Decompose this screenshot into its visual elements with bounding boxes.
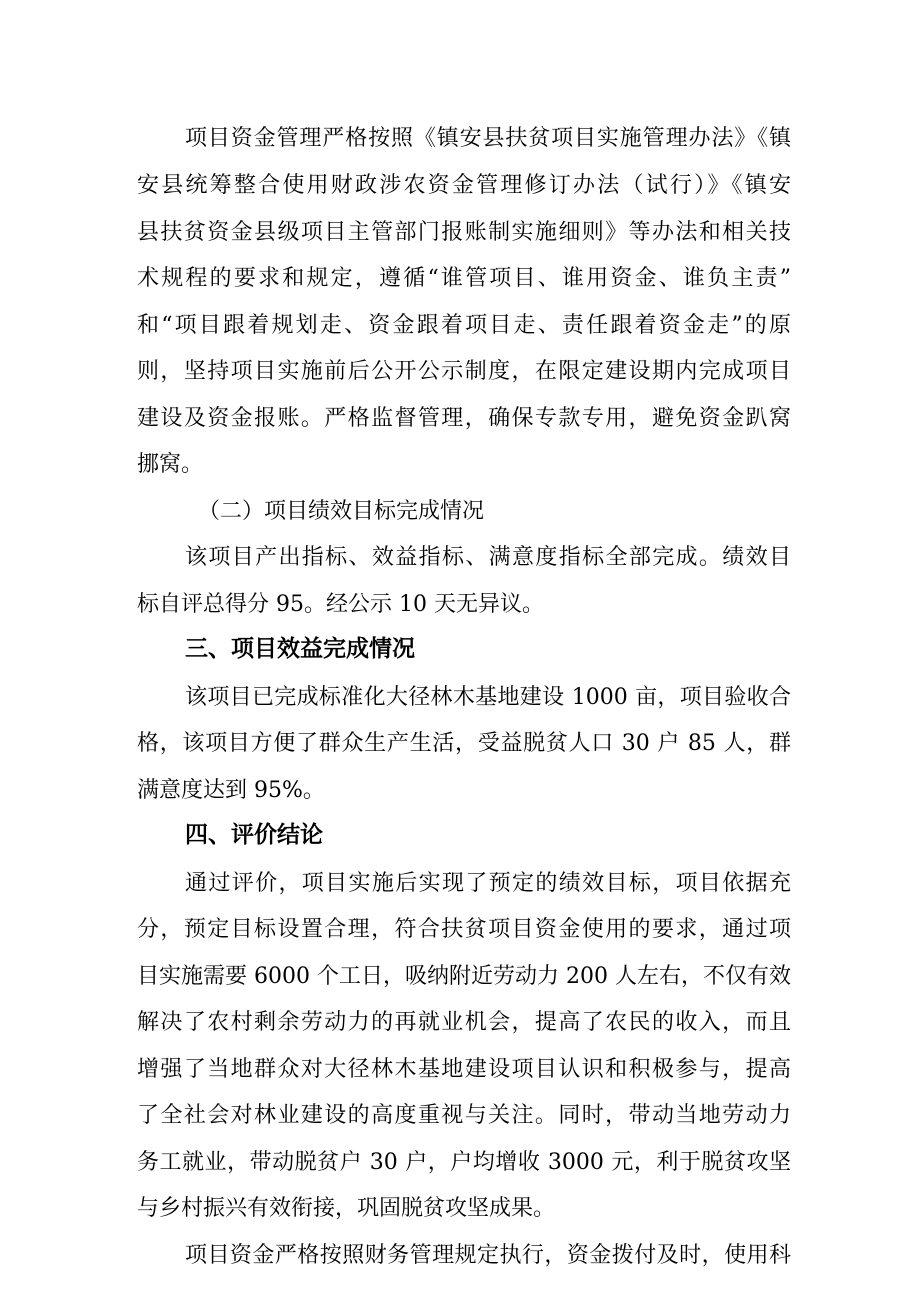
paragraph-line: 该项目已完成标准化大径林木基地建设 1000 亩，项目验收合 (185, 685, 791, 710)
paragraph-line: 和“项目跟着规划走、资金跟着项目走、责任跟着资金走”的原 (137, 313, 791, 338)
paragraph-line: 分，预定目标设置合理，符合扶贫项目资金使用的要求，通过项 (137, 917, 791, 942)
paragraph-line: 与乡村振兴有效衔接，巩固脱贫攻坚成果。 (137, 1196, 556, 1221)
paragraph-line: 则，坚持项目实施前后公开公示制度，在限定建设期内完成项目 (137, 359, 791, 384)
paragraph-line: 术规程的要求和规定，遵循“谁管项目、谁用资金、谁负主责” (137, 266, 791, 291)
paragraph-line: 建设及资金报账。严格监督管理，确保专款专用，避免资金趴窝 (137, 406, 791, 431)
paragraph-line: 该项目产出指标、效益指标、满意度指标全部完成。绩效目 (185, 545, 791, 570)
paragraph-line: 格，该项目方便了群众生产生活，受益脱贫人口 30 户 85 人，群 (137, 731, 791, 756)
paragraph-line: 挪窝。 (137, 452, 204, 477)
paragraph-line: 满意度达到 95%。 (137, 778, 325, 803)
section-heading: 三、项目效益完成情况 (185, 636, 415, 662)
paragraph-line: 标自评总得分 95。经公示 10 天无异议。 (137, 592, 544, 617)
paragraph-line: 增强了当地群众对大径林木基地建设项目认识和积极参与，提高 (137, 1057, 791, 1082)
paragraph-line: 项目资金严格按照财务管理规定执行，资金拨付及时，使用科 (185, 1243, 791, 1268)
paragraph-line: 解决了农村剩余劳动力的再就业机会，提高了农民的收入，而且 (137, 1010, 791, 1035)
subsection-heading: （二）项目绩效目标完成情况 (198, 499, 485, 524)
paragraph-line: 项目资金管理严格按照《镇安县扶贫项目实施管理办法》《镇 (185, 126, 791, 151)
paragraph-line: 了全社会对林业建设的高度重视与关注。同时，带动当地劳动力 (137, 1103, 791, 1128)
paragraph-line: 目实施需要 6000 个工日，吸纳附近劳动力 200 人左右，不仅有效 (137, 964, 791, 989)
section-heading: 四、评价结论 (185, 822, 323, 848)
paragraph-line: 通过评价，项目实施后实现了预定的绩效目标，项目依据充 (185, 871, 791, 896)
paragraph-line: 安县统筹整合使用财政涉农资金管理修订办法（试行）》《镇安 (137, 173, 791, 198)
paragraph-line: 务工就业，带动脱贫户 30 户，户均增收 3000 元，利于脱贫攻坚 (137, 1150, 791, 1175)
paragraph-line: 县扶贫资金县级项目主管部门报账制实施细则》等办法和相关技 (137, 220, 791, 245)
